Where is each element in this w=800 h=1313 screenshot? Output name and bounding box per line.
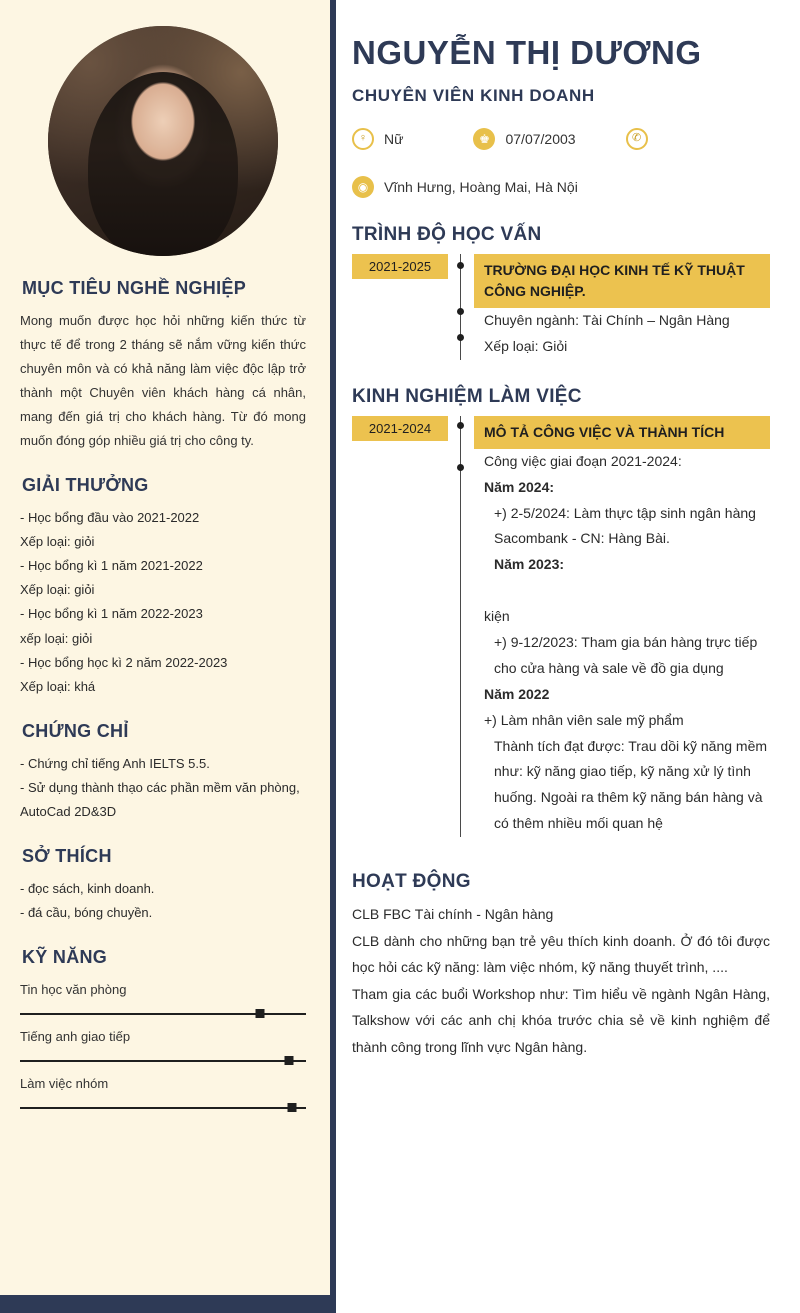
- experience-line: +) Làm nhân viên sale mỹ phẩm: [484, 711, 684, 728]
- award-item: Xếp loại: giỏi: [20, 582, 95, 598]
- contact-row-2: [352, 176, 770, 198]
- hobbies-title: SỞ THÍCH: [22, 845, 112, 866]
- education-title: TRÌNH ĐỘ HỌC VẤN: [352, 223, 542, 245]
- education-date: 2021-2025: [352, 254, 448, 279]
- education-body: [474, 254, 770, 360]
- award-item: - Học bổng kì 1 năm 2021-2022: [20, 558, 203, 574]
- skill-bar: [20, 1107, 306, 1109]
- award-item: - Học bổng kì 1 năm 2022-2023: [20, 606, 203, 622]
- gender-info: [352, 128, 403, 150]
- job-title: CHUYÊN VIÊN KINH DOANH: [352, 85, 595, 105]
- certificate-item: - Chứng chỉ tiếng Anh IELTS 5.5.: [20, 755, 210, 771]
- timeline-axis: [448, 254, 474, 360]
- experience-line: +) 9-12/2023: Tham gia bán hàng trực tiếp cho cửa hàng và sale về đồ gia dụng: [494, 633, 758, 676]
- timeline-axis: [448, 416, 474, 837]
- award-item: - Học bổng học kì 2 năm 2022-2023: [20, 654, 228, 670]
- certificate-item: - Sử dụng thành thạo các phần mềm văn phòng, AutoCad 2D&3D: [20, 779, 300, 819]
- experience-line: Năm 2023:: [494, 556, 565, 573]
- phone-info: [626, 128, 648, 150]
- activities-title: HOẠT ĐỘNG: [352, 871, 471, 893]
- timeline-dot: [457, 262, 464, 269]
- experience-line: Năm 2024:: [484, 478, 555, 495]
- birthday-info: [473, 128, 575, 150]
- experience-body: [474, 416, 770, 837]
- location-icon: ◉: [352, 176, 374, 198]
- timeline-dot: [457, 308, 464, 315]
- skill-item: [20, 982, 306, 1015]
- awards-title: GIẢI THƯỞNG: [22, 475, 149, 496]
- skill-bar: [20, 1060, 306, 1062]
- activity-paragraph: CLB dành cho những bạn trẻ yêu thích kinh doanh. Ở đó tôi được học hỏi các kỹ năng: làm việc nhóm, kỹ năng thuyết trình, ....: [352, 932, 770, 976]
- activity-paragraph: Tham gia các buổi Workshop như: Tìm hiểu về ngành Ngân Hàng, Talkshow với các anh chị khóa trước chia sẻ về kinh nghiệm để thành công trong lĩnh vực Ngân hàng.: [352, 985, 770, 1056]
- skill-label: Tin học văn phòng: [20, 981, 127, 997]
- footer-bar: [0, 1295, 336, 1313]
- school-name: TRƯỜNG ĐẠI HỌC KINH TẾ KỸ THUẬT CÔNG NGHIỆP.: [474, 254, 770, 308]
- skill-label: Làm việc nhóm: [20, 1075, 109, 1091]
- portrait-photo: [48, 26, 278, 256]
- education-line: Chuyên ngành: Tài Chính – Ngân Hàng: [484, 311, 730, 328]
- experience-title: KINH NGHIỆM LÀM VIỆC: [352, 385, 582, 407]
- page-title: NGUYỄN THỊ DƯƠNG: [352, 34, 702, 71]
- sidebar: [0, 0, 330, 1313]
- location-info: [352, 176, 578, 198]
- skill-bar: [20, 1013, 306, 1015]
- timeline-dot: [457, 422, 464, 429]
- certificates-title: CHỨNG CHỈ: [22, 720, 129, 741]
- activity-paragraph: CLB FBC Tài chính - Ngân hàng: [352, 906, 554, 923]
- experience-line: kiện: [484, 608, 510, 625]
- skill-knob[interactable]: [287, 1103, 296, 1112]
- skill-label: Tiếng anh giao tiếp: [20, 1028, 131, 1044]
- skill-item: [20, 1076, 306, 1109]
- main-content: [330, 0, 800, 1313]
- education-entry: [352, 254, 770, 360]
- gender-icon: ♀: [352, 128, 374, 150]
- timeline-dot: [457, 464, 464, 471]
- education-timeline: [352, 254, 770, 360]
- experience-timeline: [352, 416, 770, 837]
- award-item: - Học bổng đầu vào 2021-2022: [20, 510, 200, 526]
- award-item: xếp loại: giỏi: [20, 630, 93, 646]
- hobby-item: - đá cầu, bóng chuyền.: [20, 904, 153, 920]
- experience-line: Công việc giai đoạn 2021-2024:: [484, 452, 682, 469]
- objective-text: Mong muốn được học hỏi những kiến thức từ thực tế để trong 2 tháng sẽ nắm vững kiến thức chuyên môn và có khả năng làm việc độc lập trở thành một Chuyên viên khách hàng cá nhân, mang đến giá trị cho khách hàng. Từ đó mong muốn đóng góp nhiều giá trị cho công ty.: [20, 313, 306, 449]
- phone-icon: ✆: [626, 128, 648, 150]
- hobby-item: - đọc sách, kinh doanh.: [20, 880, 155, 896]
- experience-date: 2021-2024: [352, 416, 448, 441]
- birthday-icon: ♚: [473, 128, 495, 150]
- timeline-dot: [457, 334, 464, 341]
- avatar: [48, 26, 278, 256]
- skills-title: KỸ NĂNG: [22, 946, 108, 967]
- experience-line: Thành tích đạt được: Trau dồi kỹ năng mềm như: kỹ năng giao tiếp, kỹ năng xử lý tình huống. Ngoài ra thêm kỹ năng bán hàng và có thêm nhiều mối quan hệ: [494, 737, 768, 832]
- location-value: Vĩnh Hưng, Hoàng Mai, Hà Nội: [384, 178, 578, 195]
- skill-knob[interactable]: [256, 1009, 265, 1018]
- experience-line: +) 2-5/2024: Làm thực tập sinh ngân hàng Sacombank - CN: Hàng Bài.: [494, 504, 756, 547]
- experience-heading: MÔ TẢ CÔNG VIỆC VÀ THÀNH TÍCH: [474, 416, 770, 449]
- education-line: Xếp loại: Giỏi: [484, 337, 568, 354]
- experience-line: Năm 2022: [484, 685, 550, 702]
- experience-entry: [352, 416, 770, 837]
- skill-knob[interactable]: [284, 1056, 293, 1065]
- skill-item: [20, 1029, 306, 1062]
- objective-title: MỤC TIÊU NGHỀ NGHIỆP: [22, 278, 247, 298]
- birthday-value: 07/07/2003: [505, 130, 576, 147]
- experience-line: [474, 578, 770, 604]
- gender-value: Nữ: [384, 130, 404, 147]
- contact-row-1: [352, 128, 770, 150]
- award-item: Xếp loại: giỏi: [20, 534, 95, 550]
- award-item: Xếp loại: khá: [20, 678, 96, 694]
